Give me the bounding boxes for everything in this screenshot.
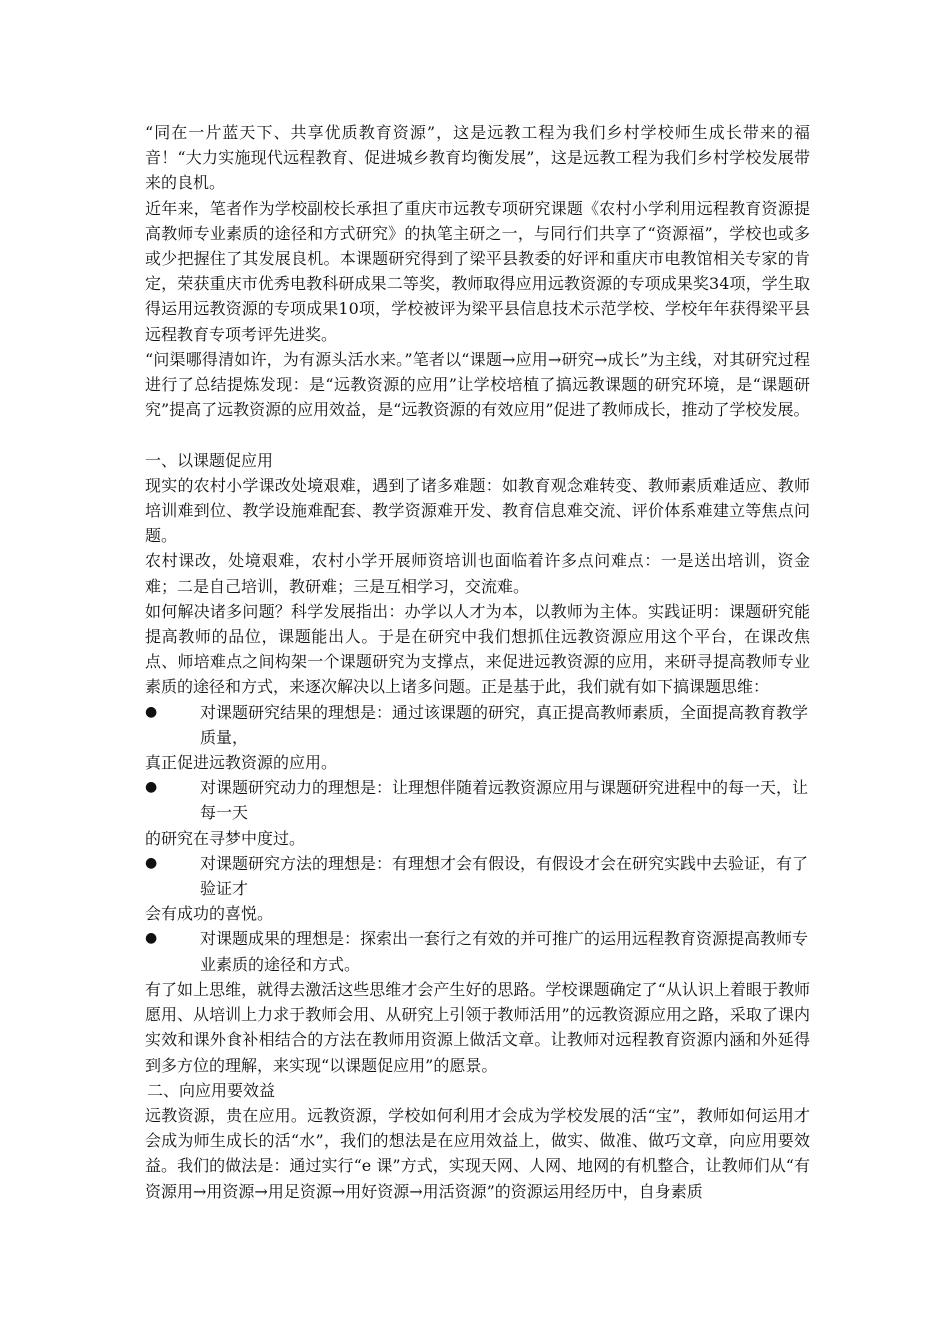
section-heading: 二、向应用要效益 (147, 1080, 276, 1100)
bullet-icon: ● (145, 703, 158, 720)
bullet-item (145, 700, 810, 750)
paragraph: 现实的农村小学课改处境艰难，遇到了诸多难题：如教育观念难转变、教师素质难适应、教师培训难到位、教学设施难配套、教学资源难开发、教育信息难交流、评价体系难建立等焦点问题。 (145, 475, 810, 546)
section-heading: 一、以课题促应用 (145, 450, 274, 470)
bullet-item (145, 775, 810, 825)
bullet-item (145, 926, 810, 976)
blank-line (145, 422, 810, 447)
paragraph: 农村课改，处境艰难，农村小学开展师资培训也面临着许多点问难点：一是送出培训，资金难；二是自己培训，教研难；三是互相学习，交流难。 (145, 551, 810, 596)
bullet-continuation: 会有成功的喜悦。 (145, 904, 274, 924)
bullet-text: 对课题成果的理想是：探索出一套行之有效的并可推广的运用远程教育资源提高教师专业素质的途径和方式。 (200, 929, 809, 974)
bullet-text: 对课题研究结果的理想是：通过该课题的研究，真正提高教师素质，全面提高教育教学质量， (200, 702, 809, 747)
paragraph: 远教资源，贵在应用。远教资源，学校如何利用才会成为学校发展的活“宝”，教师如何运用才会成为师生成长的活“水”，我们的想法是在应用效益上，做实、做准、做巧文章，向应用要效益。我们的做法是：通过实行“e 课”方式，实现天网、人网、地网的有机整合，让教师们从“有资源用→用资源→用足资源→用好资源→用活资源”的资源运用经历中，自身素质 (145, 1105, 810, 1201)
paragraph: “问渠哪得清如许，为有源头活水来。”笔者以“课题→应用→研究→成长”为主线，对其研究过程进行了总结提炼发现：是“远教资源的应用”让学校培植了搞远教课题的研究环境，是“课题研究”提高了远教资源的应用效益，是“远教资源的有效应用”促进了教师成长，推动了学校发展。 (145, 349, 810, 420)
paragraph: “同在一片蓝天下、共享优质教育资源”，这是远教工程为我们乡村学校师生成长带来的福音！“大力实施现代远程教育、促进城乡教育均衡发展”，这是远教工程为我们乡村学校发展带来的良机。 (145, 123, 810, 193)
bullet-continuation: 真正促进远教资源的应用。 (145, 753, 338, 773)
bullet-icon: ● (145, 779, 158, 796)
bullet-item (145, 851, 810, 901)
paragraph: 近年来，笔者作为学校副校长承担了重庆市远教专项研究课题《农村小学利用远程教育资源提高教师专业素质的途径和方式研究》的执笔主研之一，与同行们共享了“资源福”，学校也或多或少把握住了其发展良机。本课题研究得到了梁平县教委的好评和重庆市电教馆相关专家的肯定，荣获重庆市优秀电教科研成果二等奖，教师取得应用远教资源的专项成果奖34项，学生取得运用远教资源的专项成果10项，学校被评为梁平县信息技术示范学校、学校年年获得梁平县远程教育专项考评先进奖。 (145, 198, 810, 344)
paragraph: 如何解决诸多问题？科学发展指出：办学以人才为本，以教师为主体。实践证明：课题研究能提高教师的品位，课题能出人。于是在研究中我们想抓住远教资源应用这个平台，在课改焦点、师培难点之间构架一个课题研究为支撑点，来促进远教资源的应用，来研寻提高教师专业素质的途径和方式，来逐次解决以上诸多问题。正是基于此，我们就有如下搞课题思维： (145, 601, 810, 697)
bullet-continuation: 的研究在寻梦中度过。 (145, 828, 306, 848)
bullet-icon: ● (145, 854, 158, 871)
bullet-text: 对课题研究动力的理想是：让理想伴随着远教资源应用与课题研究进程中的每一天，让每一天 (200, 778, 809, 823)
bullet-text: 对课题研究方法的理想是：有理想才会有假设，有假设才会在研究实践中去验证，有了验证才 (200, 853, 809, 899)
document-body (145, 120, 810, 1204)
paragraph: 有了如上思维，就得去激活这些思维才会产生好的思路。学校课题确定了“从认识上着眼于教师愿用、从培训上力求于教师会用、从研究上引领于教师活用”的远教资源应用之路，采取了课内实效和课外食补相结合的方法在教师用资源上做活文章。让教师对远程教育资源内涵和外延得到多方位的理解，来实现“以课题促应用”的愿景。 (145, 979, 810, 1075)
bullet-icon: ● (145, 930, 158, 947)
